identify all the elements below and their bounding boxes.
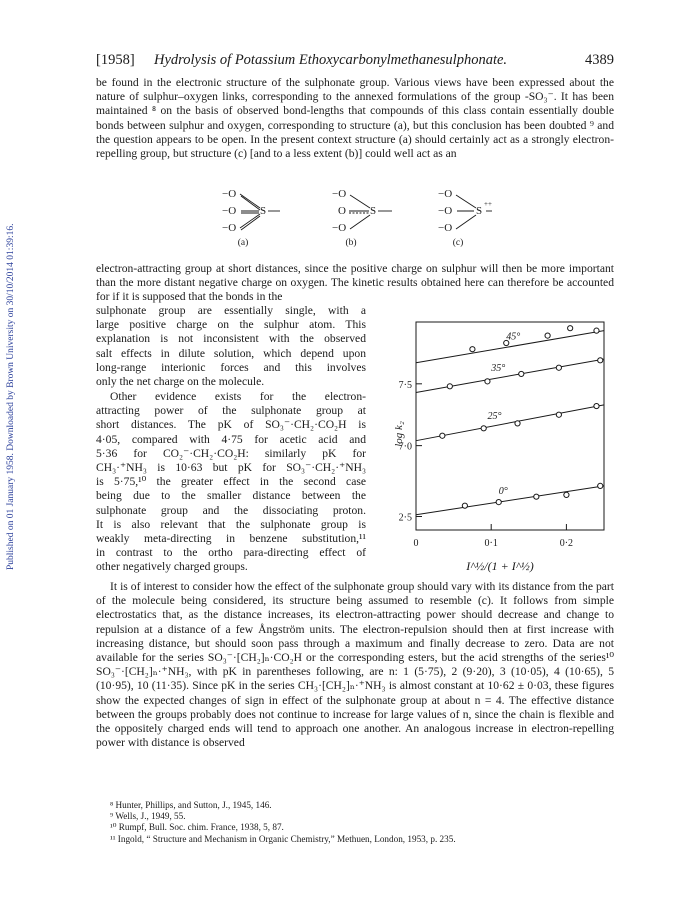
data-point — [485, 379, 490, 384]
series-label: 25° — [487, 411, 502, 423]
y-tick-label: 2·5 — [398, 512, 412, 524]
header-year: [1958] — [96, 52, 135, 68]
struct-b-row-3: −O — [332, 222, 347, 234]
svg-text:S: S — [476, 205, 483, 217]
x-tick-label: 0·2 — [559, 538, 574, 549]
rate-plot — [382, 316, 614, 580]
series-label: 35° — [491, 363, 506, 375]
p3-line: salt effects in dilute solution, which depend upon — [96, 346, 366, 360]
x-tick-label: 0·1 — [484, 538, 498, 549]
y-axis-label: log k₂ — [393, 421, 405, 447]
footnotes — [110, 800, 614, 845]
paragraph-4 — [96, 390, 366, 575]
caption-b: (b) — [345, 238, 357, 248]
paragraph-1: be found in the electronic structure of the sulphonate group. Various views have been expressed about the nature of sulphur–oxygen links, corresponding to the annexed formulations of the group -SO₃⁻. It has been maintained ⁸ on the basis of observed bond-lengths that compounds of this class contain essentially double bonds between sulphur and oxygen, corresponding to structure (a), but this conclusion has been doubted ⁹ and the question appears to be open. In the present context structure (a) should certainly act as a strongly electron-repelling group, but structure (c) [and to a less extent (b)] could well act as an — [96, 76, 614, 161]
p4-line: weakly meta-directing in benzene substitution,¹¹ — [96, 532, 366, 546]
p3-line: explanation is not inconsistent with the observed — [96, 332, 366, 346]
series-label: 45° — [506, 331, 521, 343]
data-point — [515, 421, 520, 426]
struct-a-row-1: −O — [222, 188, 237, 200]
data-point — [594, 328, 599, 333]
p4-line: being due to the smaller distance between the — [96, 489, 366, 503]
p4-line: It is also relevant that the sulphonate group is — [96, 517, 366, 531]
p4-line: attracting power of the sulphonate group at — [96, 404, 366, 418]
p4-line: Other evidence exists for the electron- — [110, 390, 366, 403]
footnote: ¹⁰ Rumpf, Bull. Soc. chim. France, 1938, 5, 87. — [110, 822, 284, 833]
data-point — [496, 500, 501, 505]
series-line — [416, 486, 604, 515]
struct-a-row-3: −O — [222, 222, 237, 234]
series-label: 0° — [498, 486, 508, 498]
svg-text:S: S — [260, 205, 267, 217]
data-point — [594, 403, 599, 408]
rate-plot-svg — [382, 316, 614, 580]
p3-line: sulphonate group are essentially single, with a — [96, 304, 366, 317]
footnote: ⁹ Wells, J., 1949, 55. — [110, 811, 186, 822]
svg-text:++: ++ — [484, 200, 492, 208]
struct-a-row-2: −O — [222, 205, 237, 217]
struct-b-row-2: O — [338, 205, 346, 217]
p3-line: long-range interionic forces and this involves — [96, 360, 366, 374]
structure-a — [220, 186, 320, 246]
header-title: Hydrolysis of Potassium Ethoxycarbonylmethanesulphonate. — [154, 52, 508, 68]
caption-c: (c) — [452, 238, 464, 248]
struct-c-row-2: −O — [438, 205, 453, 217]
p3-line: large positive charge on the sulphur atom. This — [96, 318, 366, 332]
p4-line: 4·05, compared with 4·75 for acetic acid and — [96, 432, 366, 446]
data-point — [598, 358, 603, 363]
p4-line: CH₃·⁺NH₃ is 10·63 but pK for SO₃⁻·CH₂·⁺NH₃ — [96, 461, 366, 475]
data-point — [519, 371, 524, 376]
data-point — [462, 503, 467, 508]
x-tick-label: 0 — [413, 538, 419, 549]
p4-line: 5·36 for CO₂⁻·CH₂·CO₂H: similarly pK for — [96, 446, 366, 460]
running-header — [96, 52, 614, 69]
x-axis-label: I^½/(1 + I^½) — [466, 559, 534, 573]
paragraph-3 — [96, 304, 366, 389]
structure-c — [436, 186, 536, 246]
caption-a: (a) — [237, 238, 249, 248]
data-point — [534, 494, 539, 499]
paragraph-2: electron-attracting group at short distances, since the positive charge on sulphur will then be more important than the more distant negative charge on oxygen. The kinetic results obtained here can therefore be accounted for if it is supposed that the bonds in the — [96, 262, 614, 304]
struct-c-row-3: −O — [438, 222, 453, 234]
footnote: ⁸ Hunter, Phillips, and Sutton, J., 1945, 146. — [110, 800, 272, 810]
data-point — [568, 326, 573, 331]
y-tick-label: 7·0 — [398, 441, 412, 453]
structure-a-drawing — [220, 186, 320, 246]
y-tick-label: 7·5 — [398, 379, 412, 391]
download-watermark: Published on 01 January 1958. Downloaded by Brown University on 30/10/2014 01:39:16. — [6, 223, 16, 570]
data-point — [598, 483, 603, 488]
page-number: 4389 — [585, 52, 614, 68]
data-point — [470, 347, 475, 352]
data-point — [564, 492, 569, 497]
svg-text:S: S — [370, 205, 377, 217]
data-point — [447, 384, 452, 389]
data-point — [481, 426, 486, 431]
structure-b-drawing — [330, 186, 430, 246]
p4-line: in contrast to the ortho para-directing effect of — [96, 546, 366, 560]
data-point — [556, 365, 561, 370]
paragraph-5: It is of interest to consider how the effect of the sulphonate group should vary with its distance from the part of the molecule being considered, its structure being assumed to resemble (c). It follows from simple electrostatics that, as the distance increases, its electron-attracting power should decrease and change to repulsion at a distance of a few Ångström units. The electron-repulsion should then at first increase with increasing distance, but should soon pass through a maximum and finally decrease to zero. Data are not available for the series SO₃⁻·[CH₂]ₙ·CO₂H or the corresponding esters, but the acid strengths of the series¹⁰ SO₃⁻·[CH₂]ₙ·⁺NH₃, with pK in parentheses following, are n: 1 (5·75), 2 (9·20), 3 (10·05), 4 (10·65), 5 (10·95), 10 (11·35). Since pK in the series CH₃·[CH₂]ₙ·⁺NH₃ is almost constant at 10·62 ± 0·03, these figures show the expected changes of sign in effect of the sulphonate group at about n = 4. The effective distance between the groups probably does not continue to increase for large values of n, since the chain is flexible and the oppositely charged ends will tend to approach one another. An analogous increase in electron-repelling power with distance is observed — [96, 580, 614, 750]
struct-c-row-1: −O — [438, 188, 453, 200]
data-point — [440, 433, 445, 438]
series-line — [416, 359, 604, 392]
data-point — [545, 333, 550, 338]
footnote: ¹¹ Ingold, “ Structure and Mechanism in Organic Chemistry,” Methuen, London, 1953, p. 235. — [110, 833, 456, 844]
p4-line: short distances. The pK of SO₃⁻·CH₂·CO₂H is — [96, 418, 366, 432]
plot-frame — [416, 322, 604, 530]
p4-line: sulphonate group and the dissociating proton. — [96, 503, 366, 517]
p4-line: other negatively charged groups. — [96, 560, 248, 574]
structure-c-drawing — [436, 186, 536, 246]
structure-b — [330, 186, 430, 246]
struct-b-row-1: −O — [332, 188, 347, 200]
data-point — [556, 412, 561, 417]
p4-line: is 5·75,¹⁰ the greater effect in the second case — [96, 475, 366, 489]
p3-line: only the net charge on the molecule. — [96, 375, 265, 389]
